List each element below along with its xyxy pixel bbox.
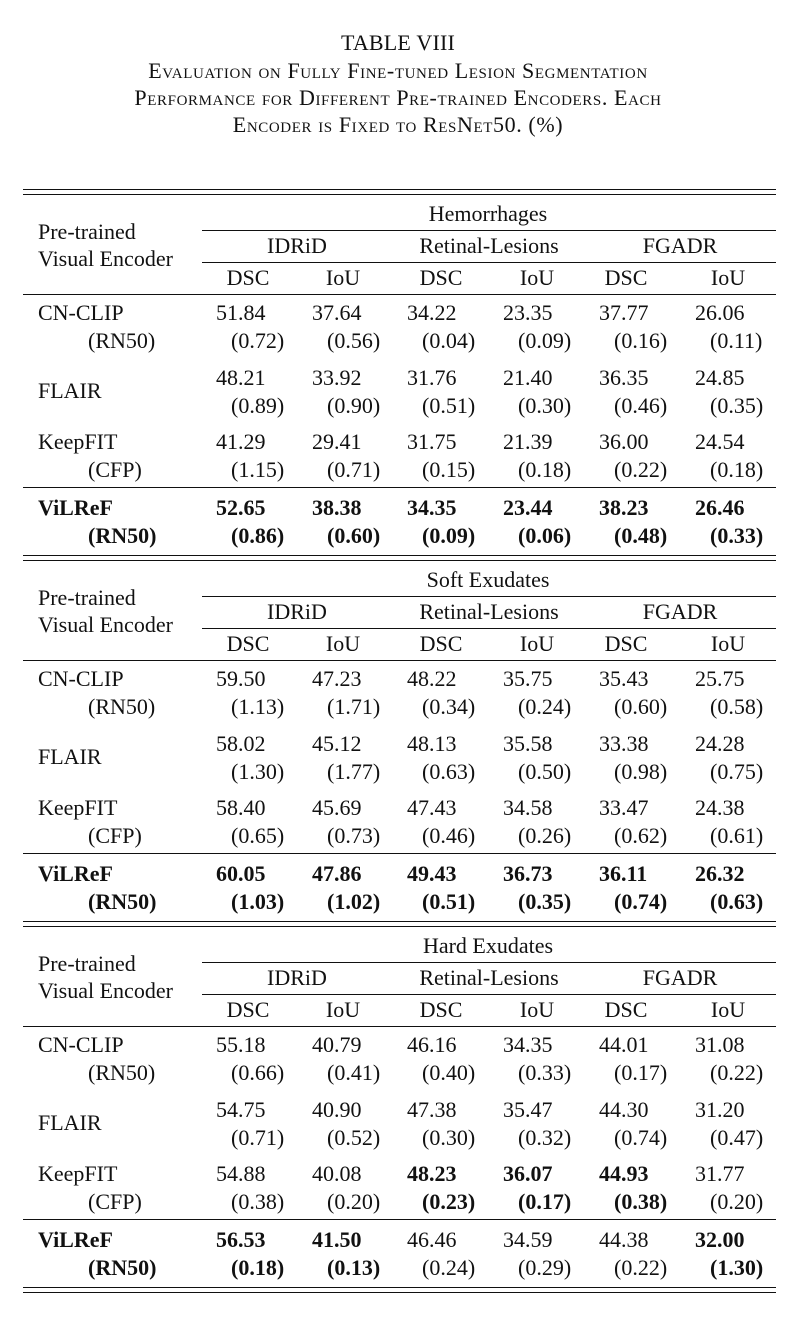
- metric-value: 52.65: [216, 495, 266, 520]
- metric-value: 36.11: [599, 861, 648, 886]
- metric-std: (0.33): [710, 523, 764, 548]
- table-caption-line-1: Evaluation on Fully Fine-tuned Lesion Segmentation: [148, 58, 648, 83]
- metric-std: (0.23): [422, 1189, 476, 1214]
- metric-value: 48.21: [216, 365, 266, 390]
- method-name: ViLReF: [38, 1227, 113, 1252]
- table-bottom-rule: [23, 1287, 776, 1288]
- metric-value: 59.50: [216, 666, 266, 691]
- metric-std: (0.06): [518, 523, 572, 548]
- method-backbone: (RN50): [88, 889, 157, 914]
- metric-std: (1.30): [231, 759, 285, 784]
- metric-value: 48.13: [407, 731, 457, 756]
- header-bottom-rule: [23, 1026, 776, 1027]
- metric-std: (0.38): [614, 1189, 668, 1214]
- method-name: KeepFIT: [38, 795, 118, 820]
- metric-value: 21.39: [503, 429, 553, 454]
- metric-std: (0.35): [710, 393, 764, 418]
- header-bottom-rule: [23, 294, 776, 295]
- metric-value: 35.75: [503, 666, 553, 691]
- metric-value: 37.64: [312, 300, 362, 325]
- metric-std: (1.13): [231, 694, 285, 719]
- metric-value: 36.07: [503, 1161, 553, 1186]
- section-top-rule: [23, 560, 776, 561]
- metric-header: IoU: [325, 265, 361, 290]
- metric-value: 44.01: [599, 1032, 649, 1057]
- metric-std: (0.89): [231, 393, 285, 418]
- metric-std: (0.24): [518, 694, 572, 719]
- metric-value: 36.35: [599, 365, 649, 390]
- metric-std: (0.17): [518, 1189, 572, 1214]
- dataset-header: FGADR: [642, 233, 718, 258]
- metric-std: (0.24): [422, 1255, 476, 1280]
- dataset-header: FGADR: [642, 599, 718, 624]
- metric-value: 54.88: [216, 1161, 266, 1186]
- metric-header: DSC: [604, 631, 648, 656]
- metric-std: (0.40): [422, 1060, 476, 1085]
- metric-header: DSC: [226, 631, 270, 656]
- metric-header: DSC: [604, 997, 648, 1022]
- metric-value: 31.75: [407, 429, 457, 454]
- metric-std: (0.09): [422, 523, 476, 548]
- metric-std: (0.33): [518, 1060, 572, 1085]
- metric-value: 44.93: [599, 1161, 649, 1186]
- metric-value: 58.02: [216, 731, 266, 756]
- metric-value: 24.28: [695, 731, 745, 756]
- metric-std: (0.60): [327, 523, 381, 548]
- metric-std: (0.62): [614, 823, 668, 848]
- metric-header: IoU: [519, 631, 555, 656]
- metric-value: 48.22: [407, 666, 457, 691]
- metric-std: (0.04): [422, 328, 476, 353]
- metric-std: (0.20): [710, 1189, 764, 1214]
- method-name: CN-CLIP: [38, 300, 124, 325]
- metric-value: 25.75: [695, 666, 745, 691]
- method-backbone: (RN50): [88, 1060, 156, 1085]
- encoder-column-label: Pre-trained: [38, 951, 136, 976]
- method-name: ViLReF: [38, 861, 113, 886]
- metric-value: 41.50: [312, 1227, 362, 1252]
- metric-std: (0.20): [327, 1189, 381, 1214]
- metric-value: 46.46: [407, 1227, 457, 1252]
- metric-std: (0.22): [710, 1060, 764, 1085]
- metric-std: (1.15): [231, 457, 285, 482]
- metric-value: 44.38: [599, 1227, 649, 1252]
- metric-std: (0.60): [614, 694, 668, 719]
- method-separator-rule: [23, 853, 776, 854]
- metric-std: (0.47): [710, 1125, 764, 1150]
- metric-std: (0.22): [614, 1255, 668, 1280]
- metric-value: 33.38: [599, 731, 649, 756]
- metric-value: 45.12: [312, 731, 362, 756]
- method-name: CN-CLIP: [38, 1032, 124, 1057]
- metric-value: 23.35: [503, 300, 553, 325]
- method-backbone: (RN50): [88, 523, 157, 548]
- method-name: FLAIR: [38, 378, 102, 403]
- metric-std: (1.77): [327, 759, 381, 784]
- metric-value: 31.08: [695, 1032, 745, 1057]
- metric-std: (0.75): [710, 759, 764, 784]
- metric-std: (0.38): [231, 1189, 285, 1214]
- metric-std: (1.30): [710, 1255, 764, 1280]
- lesion-underline: [202, 230, 776, 231]
- lesion-heading: Hard Exudates: [422, 933, 554, 958]
- metric-value: 47.38: [407, 1097, 457, 1122]
- metric-header: IoU: [325, 997, 361, 1022]
- dataset-header: Retinal-Lesions: [419, 233, 559, 258]
- section-top-rule: [23, 921, 776, 922]
- metric-value: 38.23: [599, 495, 649, 520]
- metric-value: 47.23: [312, 666, 362, 691]
- metric-std: (0.74): [614, 889, 668, 914]
- method-name: FLAIR: [38, 744, 102, 769]
- metric-std: (0.98): [614, 759, 668, 784]
- metric-value: 26.46: [695, 495, 745, 520]
- section-top-rule: [23, 555, 776, 556]
- metric-value: 35.47: [503, 1097, 553, 1122]
- metric-value: 24.38: [695, 795, 745, 820]
- dataset-underline: [202, 628, 776, 629]
- metric-std: (1.02): [327, 889, 381, 914]
- metric-std: (0.90): [327, 393, 381, 418]
- metric-value: 21.40: [503, 365, 553, 390]
- lesion-heading: Hemorrhages: [428, 201, 548, 226]
- metric-value: 44.30: [599, 1097, 649, 1122]
- metric-value: 47.86: [312, 861, 362, 886]
- metric-value: 26.06: [695, 300, 745, 325]
- metric-value: 35.43: [599, 666, 649, 691]
- metric-std: (0.74): [614, 1125, 668, 1150]
- dataset-header: IDRiD: [267, 233, 327, 258]
- metric-std: (0.22): [614, 457, 668, 482]
- metric-header: DSC: [419, 265, 463, 290]
- metric-std: (0.66): [231, 1060, 285, 1085]
- metric-header: IoU: [519, 265, 555, 290]
- metric-std: (0.51): [422, 889, 476, 914]
- metric-std: (0.34): [422, 694, 476, 719]
- metric-value: 24.85: [695, 365, 745, 390]
- metric-value: 34.58: [503, 795, 553, 820]
- metric-header: DSC: [604, 265, 648, 290]
- method-separator-rule: [23, 487, 776, 488]
- metric-value: 56.53: [216, 1227, 266, 1252]
- metric-std: (0.09): [518, 328, 572, 353]
- metric-std: (0.52): [327, 1125, 381, 1150]
- metric-value: 23.44: [503, 495, 553, 520]
- section-top-rule: [23, 189, 776, 190]
- metric-std: (0.41): [327, 1060, 381, 1085]
- metric-value: 35.58: [503, 731, 553, 756]
- metric-std: (0.30): [422, 1125, 476, 1150]
- metric-value: 54.75: [216, 1097, 266, 1122]
- encoder-column-label: Visual Encoder: [38, 612, 173, 637]
- method-name: ViLReF: [38, 495, 113, 520]
- lesion-underline: [202, 962, 776, 963]
- metric-std: (0.30): [518, 393, 572, 418]
- encoder-column-label: Visual Encoder: [38, 246, 173, 271]
- metric-value: 32.00: [695, 1227, 745, 1252]
- metric-value: 29.41: [312, 429, 362, 454]
- metric-std: (0.72): [231, 328, 285, 353]
- metric-std: (0.29): [518, 1255, 572, 1280]
- metric-value: 46.16: [407, 1032, 457, 1057]
- dataset-header: Retinal-Lesions: [419, 599, 559, 624]
- metric-value: 31.20: [695, 1097, 745, 1122]
- metric-value: 34.35: [407, 495, 457, 520]
- metric-header: DSC: [226, 997, 270, 1022]
- metric-header: IoU: [710, 631, 746, 656]
- metric-value: 40.08: [312, 1161, 362, 1186]
- metric-std: (0.50): [518, 759, 572, 784]
- metric-header: DSC: [226, 265, 270, 290]
- table-caption-line-2: Performance for Different Pre-trained Encoders. Each: [134, 85, 662, 110]
- metric-value: 34.35: [503, 1032, 553, 1057]
- metric-value: 40.90: [312, 1097, 362, 1122]
- metric-std: (0.18): [231, 1255, 285, 1280]
- metric-std: (0.86): [231, 523, 285, 548]
- metric-value: 33.47: [599, 795, 649, 820]
- dataset-underline: [202, 994, 776, 995]
- metric-std: (0.46): [614, 393, 668, 418]
- metric-std: (0.18): [518, 457, 572, 482]
- metric-std: (0.15): [422, 457, 476, 482]
- method-backbone: (CFP): [88, 1189, 142, 1214]
- metric-value: 24.54: [695, 429, 745, 454]
- method-backbone: (RN50): [88, 328, 156, 353]
- metric-value: 51.84: [216, 300, 266, 325]
- dataset-header: IDRiD: [267, 599, 327, 624]
- lesion-underline: [202, 596, 776, 597]
- metric-value: 60.05: [216, 861, 266, 886]
- metric-std: (0.58): [710, 694, 764, 719]
- section-top-rule: [23, 926, 776, 927]
- metric-std: (0.11): [710, 328, 763, 353]
- metric-std: (0.17): [614, 1060, 668, 1085]
- method-name: KeepFIT: [38, 1161, 118, 1186]
- metric-value: 55.18: [216, 1032, 266, 1057]
- metric-std: (0.71): [231, 1125, 285, 1150]
- metric-std: (0.48): [614, 523, 668, 548]
- metric-value: 34.22: [407, 300, 457, 325]
- metric-std: (0.65): [231, 823, 285, 848]
- method-name: CN-CLIP: [38, 666, 124, 691]
- metric-std: (0.63): [710, 889, 764, 914]
- metric-std: (0.16): [614, 328, 668, 353]
- metric-value: 41.29: [216, 429, 266, 454]
- lesion-heading: Soft Exudates: [426, 567, 550, 592]
- metric-std: (0.63): [422, 759, 476, 784]
- metric-value: 40.79: [312, 1032, 362, 1057]
- metric-value: 37.77: [599, 300, 649, 325]
- metric-std: (1.71): [327, 694, 381, 719]
- metric-value: 31.77: [695, 1161, 745, 1186]
- header-bottom-rule: [23, 660, 776, 661]
- dataset-header: FGADR: [642, 965, 718, 990]
- method-backbone: (CFP): [88, 823, 142, 848]
- metric-value: 36.00: [599, 429, 649, 454]
- metric-value: 26.32: [695, 861, 745, 886]
- metric-std: (0.71): [327, 457, 381, 482]
- metric-header: DSC: [419, 631, 463, 656]
- section-top-rule: [23, 194, 776, 195]
- metric-std: (0.26): [518, 823, 572, 848]
- metric-std: (0.32): [518, 1125, 572, 1150]
- method-backbone: (CFP): [88, 457, 142, 482]
- metric-value: 45.69: [312, 795, 362, 820]
- metric-header: IoU: [710, 265, 746, 290]
- metric-value: 48.23: [407, 1161, 457, 1186]
- metric-value: 38.38: [312, 495, 362, 520]
- metric-header: IoU: [325, 631, 361, 656]
- method-backbone: (RN50): [88, 1255, 157, 1280]
- dataset-underline: [202, 262, 776, 263]
- metric-value: 58.40: [216, 795, 266, 820]
- metric-std: (0.51): [422, 393, 476, 418]
- metric-std: (0.46): [422, 823, 476, 848]
- encoder-column-label: Pre-trained: [38, 219, 136, 244]
- metric-std: (1.03): [231, 889, 285, 914]
- metric-std: (0.18): [710, 457, 764, 482]
- method-separator-rule: [23, 1219, 776, 1220]
- metric-value: 47.43: [407, 795, 457, 820]
- metric-value: 31.76: [407, 365, 457, 390]
- metric-value: 49.43: [407, 861, 457, 886]
- metric-value: 36.73: [503, 861, 553, 886]
- metric-header: IoU: [519, 997, 555, 1022]
- metric-value: 33.92: [312, 365, 362, 390]
- metric-std: (0.73): [327, 823, 381, 848]
- method-name: KeepFIT: [38, 429, 118, 454]
- method-name: FLAIR: [38, 1110, 102, 1135]
- metric-std: (0.35): [518, 889, 572, 914]
- metric-header: IoU: [710, 997, 746, 1022]
- metric-std: (0.61): [710, 823, 764, 848]
- metric-value: 34.59: [503, 1227, 553, 1252]
- table-bottom-rule: [23, 1292, 776, 1293]
- dataset-header: Retinal-Lesions: [419, 965, 559, 990]
- table-label: TABLE VIII: [340, 30, 456, 55]
- metric-std: (0.56): [327, 328, 381, 353]
- table-caption-line-3: Encoder is Fixed to ResNet50. (%): [232, 112, 564, 137]
- encoder-column-label: Visual Encoder: [38, 978, 173, 1003]
- encoder-column-label: Pre-trained: [38, 585, 136, 610]
- metric-std: (0.13): [327, 1255, 381, 1280]
- metric-header: DSC: [419, 997, 463, 1022]
- dataset-header: IDRiD: [267, 965, 327, 990]
- method-backbone: (RN50): [88, 694, 156, 719]
